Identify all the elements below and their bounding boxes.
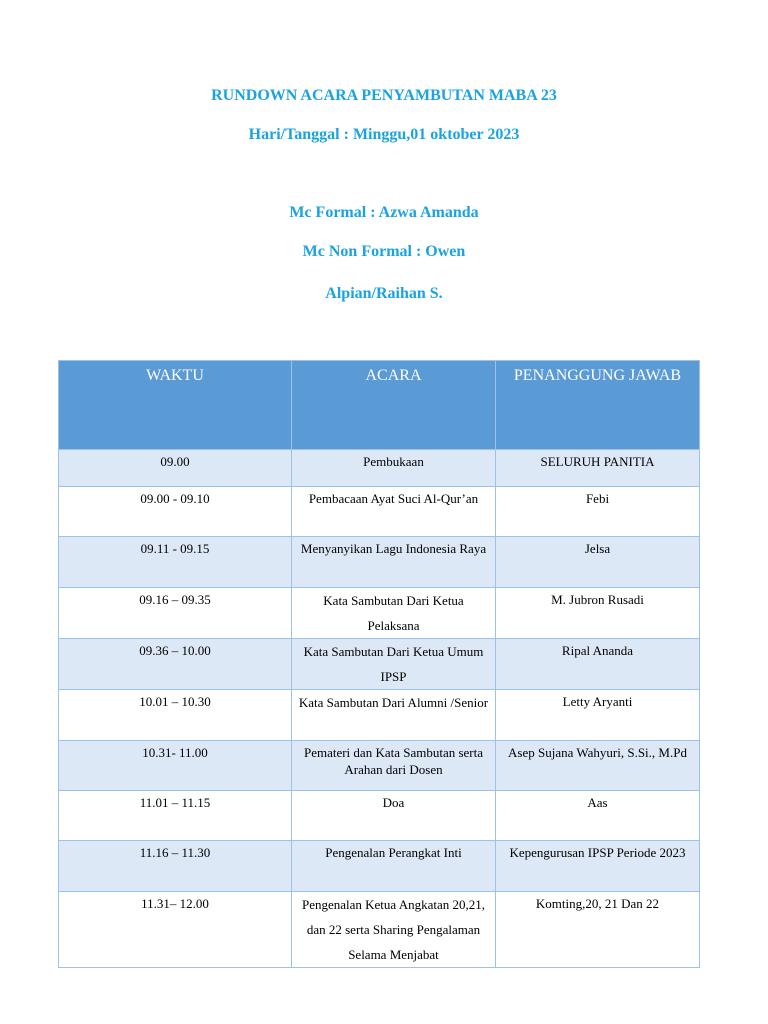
table-row <box>59 450 700 487</box>
cell-acara: Doa <box>292 791 496 841</box>
cell-acara: Pemateri dan Kata Sambutan serta Arahan dari Dosen <box>292 741 496 791</box>
cell-acara: Kata Sambutan Dari Ketua Pelaksana <box>292 588 496 639</box>
cell-acara: Pengenalan Ketua Angkatan 20,21, dan 22 serta Sharing Pengalaman Selama Menjabat <box>292 892 496 968</box>
cell-pj: Jelsa <box>496 537 700 588</box>
cell-waktu: 09.00 <box>59 450 292 487</box>
event-date: Hari/Tanggal : Minggu,01 oktober 2023 <box>248 126 520 143</box>
cell-waktu: 09.00 - 09.10 <box>59 487 292 537</box>
cell-pj: Asep Sujana Wahyuri, S.Si., M.Pd <box>496 741 700 791</box>
header-waktu: WAKTU <box>59 361 292 450</box>
cell-pj: Aas <box>496 791 700 841</box>
cell-acara: Pembukaan <box>292 450 496 487</box>
table-row <box>59 487 700 537</box>
cell-pj: Febi <box>496 487 700 537</box>
cell-waktu: 11.31– 12.00 <box>59 892 292 968</box>
header-penanggung-jawab: PENANGGUNG JAWAB <box>496 361 700 450</box>
cell-acara: Kata Sambutan Dari Alumni /Senior <box>292 690 496 741</box>
table-row <box>59 741 700 791</box>
cell-pj: SELURUH PANITIA <box>496 450 700 487</box>
cell-waktu: 11.01 – 11.15 <box>59 791 292 841</box>
cell-pj: Letty Aryanti <box>496 690 700 741</box>
cell-pj: Kepengurusan IPSP Periode 2023 <box>496 841 700 892</box>
table-row <box>59 537 700 588</box>
cell-waktu: 11.16 – 11.30 <box>59 841 292 892</box>
cell-waktu: 09.16 – 09.35 <box>59 588 292 639</box>
table-header-row <box>59 361 700 450</box>
cell-waktu: 09.11 - 09.15 <box>59 537 292 588</box>
header-acara: ACARA <box>292 361 496 450</box>
cell-waktu: 10.31- 11.00 <box>59 741 292 791</box>
rundown-table <box>58 360 700 968</box>
table-row <box>59 892 700 968</box>
cell-waktu: 10.01 – 10.30 <box>59 690 292 741</box>
cell-acara: Menyanyikan Lagu Indonesia Raya <box>292 537 496 588</box>
mc-non-formal: Mc Non Formal : Owen <box>302 243 466 260</box>
table-row <box>59 791 700 841</box>
table-row <box>59 588 700 639</box>
table-row <box>59 690 700 741</box>
table-row <box>59 639 700 690</box>
mc-formal: Mc Formal : Azwa Amanda <box>289 204 479 221</box>
cell-pj: Komting,20, 21 Dan 22 <box>496 892 700 968</box>
cell-acara: Kata Sambutan Dari Ketua Umum IPSP <box>292 639 496 690</box>
document-title: RUNDOWN ACARA PENYAMBUTAN MABA 23 <box>211 87 557 104</box>
cell-pj: M. Jubron Rusadi <box>496 588 700 639</box>
cell-acara: Pengenalan Perangkat Inti <box>292 841 496 892</box>
cell-acara: Pembacaan Ayat Suci Al-Qur’an <box>292 487 496 537</box>
mc-extra: Alpian/Raihan S. <box>325 285 443 302</box>
table-row <box>59 841 700 892</box>
cell-waktu: 09.36 – 10.00 <box>59 639 292 690</box>
cell-pj: Ripal Ananda <box>496 639 700 690</box>
